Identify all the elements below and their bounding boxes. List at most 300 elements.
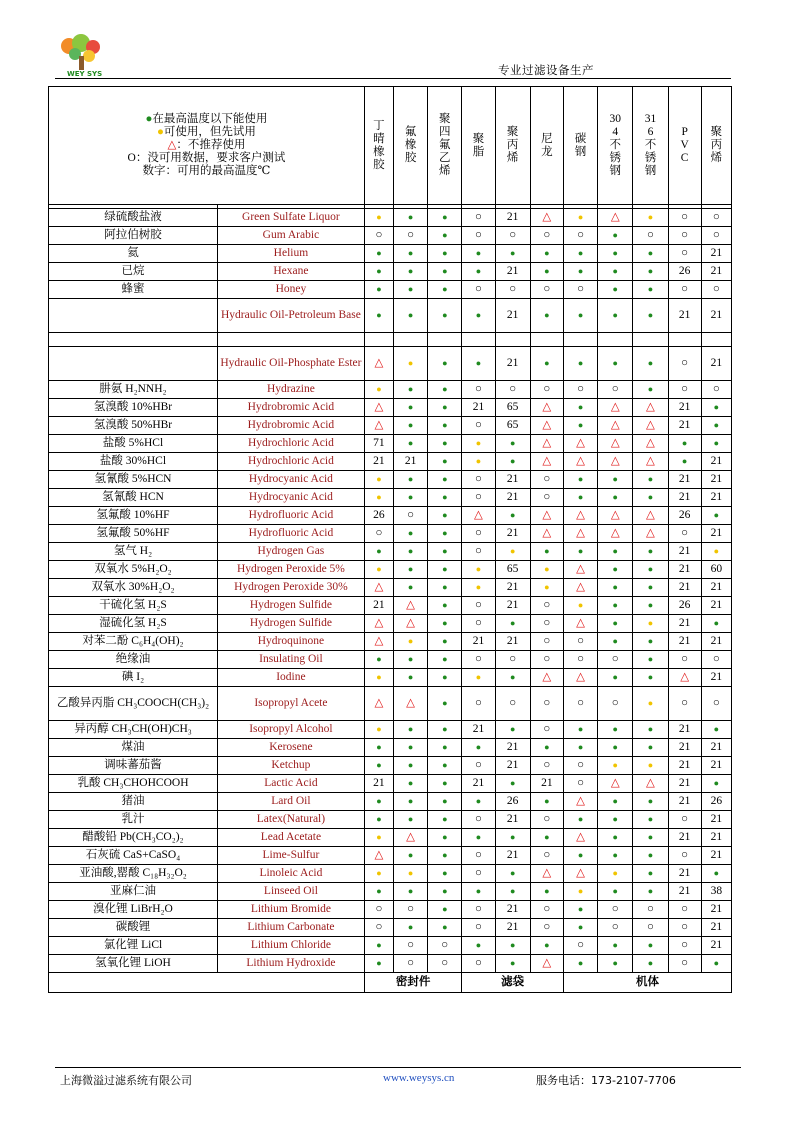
legend-text: ：没可用数据，要求客户测试 — [135, 152, 286, 164]
no-data-icon: ○ — [543, 697, 551, 709]
usable-dot-icon: ● — [647, 672, 654, 682]
chemical-name-cn: 氢氟酸 50%HF — [49, 525, 218, 543]
rating-cell — [668, 209, 701, 227]
usable-dot-icon: ● — [407, 922, 414, 932]
no-data-icon: ○ — [543, 759, 551, 771]
chemical-name-en: Green Sulfate Liquor — [217, 209, 364, 227]
rating-cell — [563, 263, 597, 281]
rating-cell — [701, 381, 731, 399]
chemical-name-en: Lactic Acid — [217, 775, 364, 793]
rating-cell: 21 — [668, 299, 701, 333]
rating-cell — [530, 811, 563, 829]
rating-cell — [364, 883, 393, 901]
group-label: 机体 — [563, 973, 731, 993]
usable-dot-icon: ● — [407, 474, 414, 484]
usable-dot-icon: ● — [442, 814, 448, 824]
rating-cell — [701, 209, 731, 227]
rating-cell — [598, 919, 633, 937]
table-row — [49, 471, 732, 489]
rating-cell — [394, 227, 428, 245]
table-row — [49, 579, 732, 597]
rating-cell — [563, 847, 597, 865]
rating-cell — [563, 739, 597, 757]
no-data-icon: ○ — [577, 283, 585, 295]
rating-cell — [633, 687, 668, 721]
usable-dot-icon: ● — [509, 618, 516, 628]
table-row — [49, 865, 732, 883]
chemical-name-en: Kerosene — [217, 739, 364, 757]
rating-cell: 21 — [668, 757, 701, 775]
usable-dot-icon: ● — [544, 832, 550, 842]
rating-cell — [633, 937, 668, 955]
legend-symbol: ● — [145, 113, 153, 125]
rating-cell — [598, 937, 633, 955]
rating-cell: 65 — [495, 561, 530, 579]
rating-cell — [462, 883, 495, 901]
rating-cell — [530, 615, 563, 633]
rating-cell: 21 — [701, 263, 731, 281]
rating-cell — [563, 347, 597, 381]
rating-cell — [428, 525, 462, 543]
rating-cell — [428, 381, 462, 399]
usable-dot-icon: ● — [647, 940, 654, 950]
not-recommended-icon: △ — [576, 581, 585, 593]
rating-cell — [394, 333, 428, 347]
rating-cell: 26 — [364, 507, 393, 525]
rating-cell — [668, 245, 701, 263]
rating-cell — [633, 453, 668, 471]
no-data-icon: ○ — [474, 283, 482, 295]
rating-cell — [633, 381, 668, 399]
rating-cell — [428, 829, 462, 847]
column-header: 聚丙烯 — [701, 87, 731, 205]
rating-cell — [428, 281, 462, 299]
usable-dot-icon: ● — [713, 510, 720, 520]
rating-cell — [462, 209, 495, 227]
rating-cell — [530, 865, 563, 883]
no-data-icon: ○ — [441, 957, 449, 969]
no-data-icon: ○ — [681, 697, 689, 709]
rating-cell: 21 — [668, 775, 701, 793]
table-row — [49, 757, 732, 775]
chemical-name-en: Ketchup — [217, 757, 364, 775]
rating-cell — [563, 209, 597, 227]
not-recommended-icon: △ — [542, 957, 552, 969]
usable-dot-icon: ● — [647, 284, 654, 294]
usable-dot-icon: ● — [442, 384, 448, 394]
rating-cell: 21 — [495, 299, 530, 333]
rating-cell — [701, 227, 731, 245]
no-data-icon: ○ — [712, 697, 720, 709]
rating-cell — [563, 489, 597, 507]
no-data-icon: ○ — [681, 527, 689, 539]
not-recommended-icon: △ — [474, 509, 483, 521]
rating-cell — [364, 811, 393, 829]
rating-cell — [598, 829, 633, 847]
usable-dot-icon: ● — [407, 724, 414, 734]
chemical-name-cn — [49, 347, 218, 381]
chemical-name-cn: 调味蕃茄酱 — [49, 757, 218, 775]
rating-cell: 21 — [394, 453, 428, 471]
chemical-name-en: Hydrogen Gas — [217, 543, 364, 561]
rating-cell — [394, 489, 428, 507]
rating-cell — [364, 633, 393, 651]
rating-cell — [495, 381, 530, 399]
rating-cell — [462, 263, 495, 281]
rating-cell — [633, 955, 668, 973]
usable-dot-icon: ● — [612, 564, 618, 574]
chemical-name-en: Hydrofluoric Acid — [217, 507, 364, 525]
usable-dot-icon: ● — [612, 672, 618, 682]
usable-dot-icon: ● — [577, 248, 584, 258]
legend-symbol: △ — [167, 139, 177, 151]
chemical-name-en: Hydraulic Oil-Phosphate Ester — [217, 347, 364, 381]
chemical-name-en: Hydrogen Peroxide 5% — [217, 561, 364, 579]
no-data-icon: ○ — [681, 357, 689, 369]
rating-cell: 21 — [701, 347, 731, 381]
rating-cell: 21 — [495, 471, 530, 489]
usable-dot-icon: ● — [612, 796, 618, 806]
footer-website[interactable]: www.weysys.cn — [383, 1072, 455, 1084]
rating-cell — [668, 435, 701, 453]
no-data-icon: ○ — [474, 867, 482, 879]
rating-cell — [563, 955, 597, 973]
table-row — [49, 263, 732, 281]
usable-dot-icon: ● — [612, 474, 618, 484]
no-data-icon: ○ — [646, 903, 654, 915]
usable-dot-icon: ● — [442, 850, 448, 860]
rating-cell — [598, 209, 633, 227]
chemical-name-cn: 氢氧化锂 LiOH — [49, 955, 218, 973]
trial-dot-icon: ● — [647, 760, 654, 770]
rating-cell — [394, 399, 428, 417]
rating-cell — [530, 227, 563, 245]
rating-cell — [495, 865, 530, 883]
not-recommended-icon: △ — [542, 527, 552, 539]
usable-dot-icon: ● — [376, 546, 382, 556]
usable-dot-icon: ● — [577, 904, 584, 914]
chemical-name-cn: 氦 — [49, 245, 218, 263]
usable-dot-icon: ● — [442, 358, 448, 368]
table-row — [49, 227, 732, 245]
no-data-icon: ○ — [611, 653, 619, 665]
no-data-icon: ○ — [543, 723, 551, 735]
usable-dot-icon: ● — [376, 796, 382, 806]
usable-dot-icon: ● — [713, 778, 720, 788]
usable-dot-icon: ● — [544, 546, 550, 556]
usable-dot-icon: ● — [442, 636, 448, 646]
usable-dot-icon: ● — [612, 284, 618, 294]
trial-dot-icon: ● — [612, 868, 618, 878]
usable-dot-icon: ● — [544, 742, 550, 752]
no-data-icon: ○ — [509, 283, 517, 295]
usable-dot-icon: ● — [713, 868, 720, 878]
chemical-name-cn: 氢氟酸 10%HF — [49, 507, 218, 525]
no-data-icon: ○ — [509, 653, 517, 665]
column-header: 304不锈钢 — [598, 87, 633, 205]
rating-cell — [428, 209, 462, 227]
usable-dot-icon: ● — [577, 814, 584, 824]
not-recommended-icon: △ — [374, 617, 384, 629]
not-recommended-icon: △ — [576, 563, 585, 575]
rating-cell — [598, 757, 633, 775]
no-data-icon: ○ — [543, 491, 551, 503]
rating-cell — [462, 669, 495, 687]
rating-cell — [633, 347, 668, 381]
no-data-icon: ○ — [543, 229, 551, 241]
trial-dot-icon: ● — [577, 212, 584, 222]
no-data-icon: ○ — [577, 697, 585, 709]
rating-cell — [462, 739, 495, 757]
chemical-name-cn: 对苯二酚 C₆H₄(OH)₂ — [49, 633, 218, 651]
rating-cell — [364, 299, 393, 333]
no-data-icon: ○ — [474, 599, 482, 611]
usable-dot-icon: ● — [407, 528, 414, 538]
no-data-icon: ○ — [474, 617, 482, 629]
usable-dot-icon: ● — [407, 654, 414, 664]
no-data-icon: ○ — [681, 229, 689, 241]
rating-cell — [364, 901, 393, 919]
chemical-name-en: Hydroquinone — [217, 633, 364, 651]
usable-dot-icon: ● — [612, 832, 618, 842]
usable-dot-icon: ● — [442, 546, 448, 556]
rating-cell — [598, 263, 633, 281]
rating-cell: 21 — [701, 829, 731, 847]
rating-cell — [563, 937, 597, 955]
rating-cell: 21 — [495, 901, 530, 919]
table-row — [49, 633, 732, 651]
rating-cell — [394, 209, 428, 227]
no-data-icon: ○ — [375, 527, 383, 539]
rating-cell — [428, 453, 462, 471]
rating-cell: 26 — [668, 263, 701, 281]
trial-dot-icon: ● — [376, 672, 382, 682]
rating-cell — [364, 793, 393, 811]
rating-cell — [668, 955, 701, 973]
rating-cell — [563, 381, 597, 399]
rating-cell: 21 — [462, 775, 495, 793]
not-recommended-icon: △ — [610, 437, 620, 449]
no-data-icon: ○ — [712, 211, 720, 223]
no-data-icon: ○ — [681, 383, 689, 395]
rating-cell — [563, 543, 597, 561]
rating-cell — [394, 525, 428, 543]
rating-cell — [563, 507, 597, 525]
not-recommended-icon: △ — [610, 455, 620, 467]
rating-cell — [668, 525, 701, 543]
not-recommended-icon: △ — [646, 527, 655, 539]
rating-cell — [462, 561, 495, 579]
rating-cell — [633, 333, 668, 347]
rating-cell — [633, 651, 668, 669]
usable-dot-icon: ● — [612, 940, 618, 950]
rating-cell — [495, 721, 530, 739]
usable-dot-icon: ● — [442, 284, 448, 294]
trial-dot-icon: ● — [509, 546, 516, 556]
usable-dot-icon: ● — [509, 832, 516, 842]
rating-cell — [428, 471, 462, 489]
usable-dot-icon: ● — [442, 904, 448, 914]
usable-dot-icon: ● — [407, 742, 414, 752]
rating-cell — [598, 281, 633, 299]
no-data-icon: ○ — [474, 849, 482, 861]
trial-dot-icon: ● — [647, 212, 654, 222]
rating-cell — [598, 245, 633, 263]
table-row — [49, 847, 732, 865]
rating-cell — [428, 435, 462, 453]
usable-dot-icon: ● — [509, 456, 516, 466]
rating-cell — [394, 651, 428, 669]
usable-dot-icon: ● — [475, 266, 482, 276]
rating-cell — [563, 299, 597, 333]
rating-cell — [428, 739, 462, 757]
rating-cell — [668, 811, 701, 829]
table-row — [49, 399, 732, 417]
rating-cell — [428, 245, 462, 263]
rating-cell — [394, 245, 428, 263]
rating-cell — [530, 687, 563, 721]
legend-text: 可使用，但先试用 — [163, 126, 256, 138]
rating-cell — [668, 227, 701, 245]
rating-cell: 21 — [668, 793, 701, 811]
usable-dot-icon: ● — [509, 510, 516, 520]
rating-cell — [701, 417, 731, 435]
not-recommended-icon: △ — [646, 401, 655, 413]
chemical-name-cn: 乙酸异丙脂 CH₃COOCH(CH₃)₂ — [49, 687, 218, 721]
chemical-name-cn: 煤油 — [49, 739, 218, 757]
column-header: 聚四氟乙烯 — [428, 87, 462, 205]
no-data-icon: ○ — [375, 229, 383, 241]
rating-cell — [462, 955, 495, 973]
rating-cell: 21 — [668, 489, 701, 507]
no-data-icon: ○ — [407, 509, 415, 521]
legend-item — [49, 152, 364, 165]
rating-cell — [633, 757, 668, 775]
rating-cell: 21 — [462, 633, 495, 651]
rating-cell: 21 — [668, 399, 701, 417]
chemical-name-cn: 亚油酸,罂酸 C₁₈H₃₂O₂ — [49, 865, 218, 883]
rating-cell — [394, 615, 428, 633]
usable-dot-icon: ● — [442, 724, 448, 734]
usable-dot-icon: ● — [577, 546, 584, 556]
usable-dot-icon: ● — [612, 248, 618, 258]
rating-cell: 21 — [364, 775, 393, 793]
rating-cell — [394, 901, 428, 919]
rating-cell — [633, 829, 668, 847]
rating-cell — [633, 435, 668, 453]
rating-cell — [668, 347, 701, 381]
no-data-icon: ○ — [474, 419, 482, 431]
rating-cell — [364, 381, 393, 399]
table-row — [49, 775, 732, 793]
tagline: 专业过滤设备生产 — [498, 63, 594, 77]
rating-cell — [394, 561, 428, 579]
rating-cell — [530, 453, 563, 471]
not-recommended-icon: △ — [406, 697, 416, 709]
usable-dot-icon: ● — [407, 564, 414, 574]
rating-cell — [563, 227, 597, 245]
trial-dot-icon: ● — [577, 600, 584, 610]
rating-cell — [495, 651, 530, 669]
rating-cell: 21 — [668, 739, 701, 757]
rating-cell — [633, 507, 668, 525]
no-data-icon: ○ — [543, 813, 551, 825]
no-data-icon: ○ — [474, 383, 482, 395]
usable-dot-icon: ● — [612, 310, 618, 320]
rating-cell — [530, 579, 563, 597]
no-data-icon: ○ — [509, 229, 517, 241]
rating-cell — [394, 299, 428, 333]
chemical-name-cn: 乳汁 — [49, 811, 218, 829]
rating-cell — [668, 333, 701, 347]
not-recommended-icon: △ — [542, 401, 552, 413]
usable-dot-icon: ● — [407, 402, 414, 412]
usable-dot-icon: ● — [647, 564, 654, 574]
rating-cell — [668, 651, 701, 669]
rating-cell — [598, 579, 633, 597]
usable-dot-icon: ● — [442, 420, 448, 430]
logo-text: WEY SYS — [67, 70, 103, 78]
rating-cell — [394, 793, 428, 811]
rating-cell — [428, 263, 462, 281]
rating-cell — [530, 669, 563, 687]
usable-dot-icon: ● — [544, 248, 550, 258]
usable-dot-icon: ● — [612, 814, 618, 824]
usable-dot-icon: ● — [407, 760, 414, 770]
rating-cell — [668, 847, 701, 865]
rating-cell — [462, 919, 495, 937]
rating-cell — [428, 757, 462, 775]
usable-dot-icon: ● — [407, 284, 414, 294]
usable-dot-icon: ● — [713, 402, 720, 412]
chemical-name-en: Hydrofluoric Acid — [217, 525, 364, 543]
table-row — [49, 347, 732, 381]
trial-dot-icon: ● — [475, 456, 482, 466]
usable-dot-icon: ● — [612, 618, 618, 628]
chemical-name-en: Hydraulic Oil-Petroleum Base — [217, 299, 364, 333]
no-data-icon: ○ — [577, 635, 585, 647]
table-row — [49, 525, 732, 543]
no-data-icon: ○ — [474, 211, 482, 223]
usable-dot-icon: ● — [407, 420, 414, 430]
rating-cell — [394, 263, 428, 281]
rating-cell — [495, 453, 530, 471]
table-row — [49, 333, 732, 347]
usable-dot-icon: ● — [442, 796, 448, 806]
rating-cell — [530, 561, 563, 579]
rating-cell: 21 — [701, 633, 731, 651]
rating-cell — [598, 687, 633, 721]
usable-dot-icon: ● — [647, 868, 654, 878]
rating-cell: 26 — [668, 507, 701, 525]
rating-cell — [428, 651, 462, 669]
usable-dot-icon: ● — [442, 528, 448, 538]
rating-cell — [530, 793, 563, 811]
usable-dot-icon: ● — [475, 248, 482, 258]
table-row — [49, 651, 732, 669]
rating-cell — [701, 775, 731, 793]
no-data-icon: ○ — [681, 211, 689, 223]
not-recommended-icon: △ — [610, 401, 620, 413]
chemical-name-en: Hydrocyanic Acid — [217, 471, 364, 489]
legend — [49, 87, 365, 205]
no-data-icon: ○ — [681, 653, 689, 665]
rating-cell — [394, 507, 428, 525]
no-data-icon: ○ — [543, 921, 551, 933]
legend-text: 数字：可用的最高温度℃ — [142, 165, 271, 177]
trial-dot-icon: ● — [376, 832, 382, 842]
usable-dot-icon: ● — [577, 742, 584, 752]
